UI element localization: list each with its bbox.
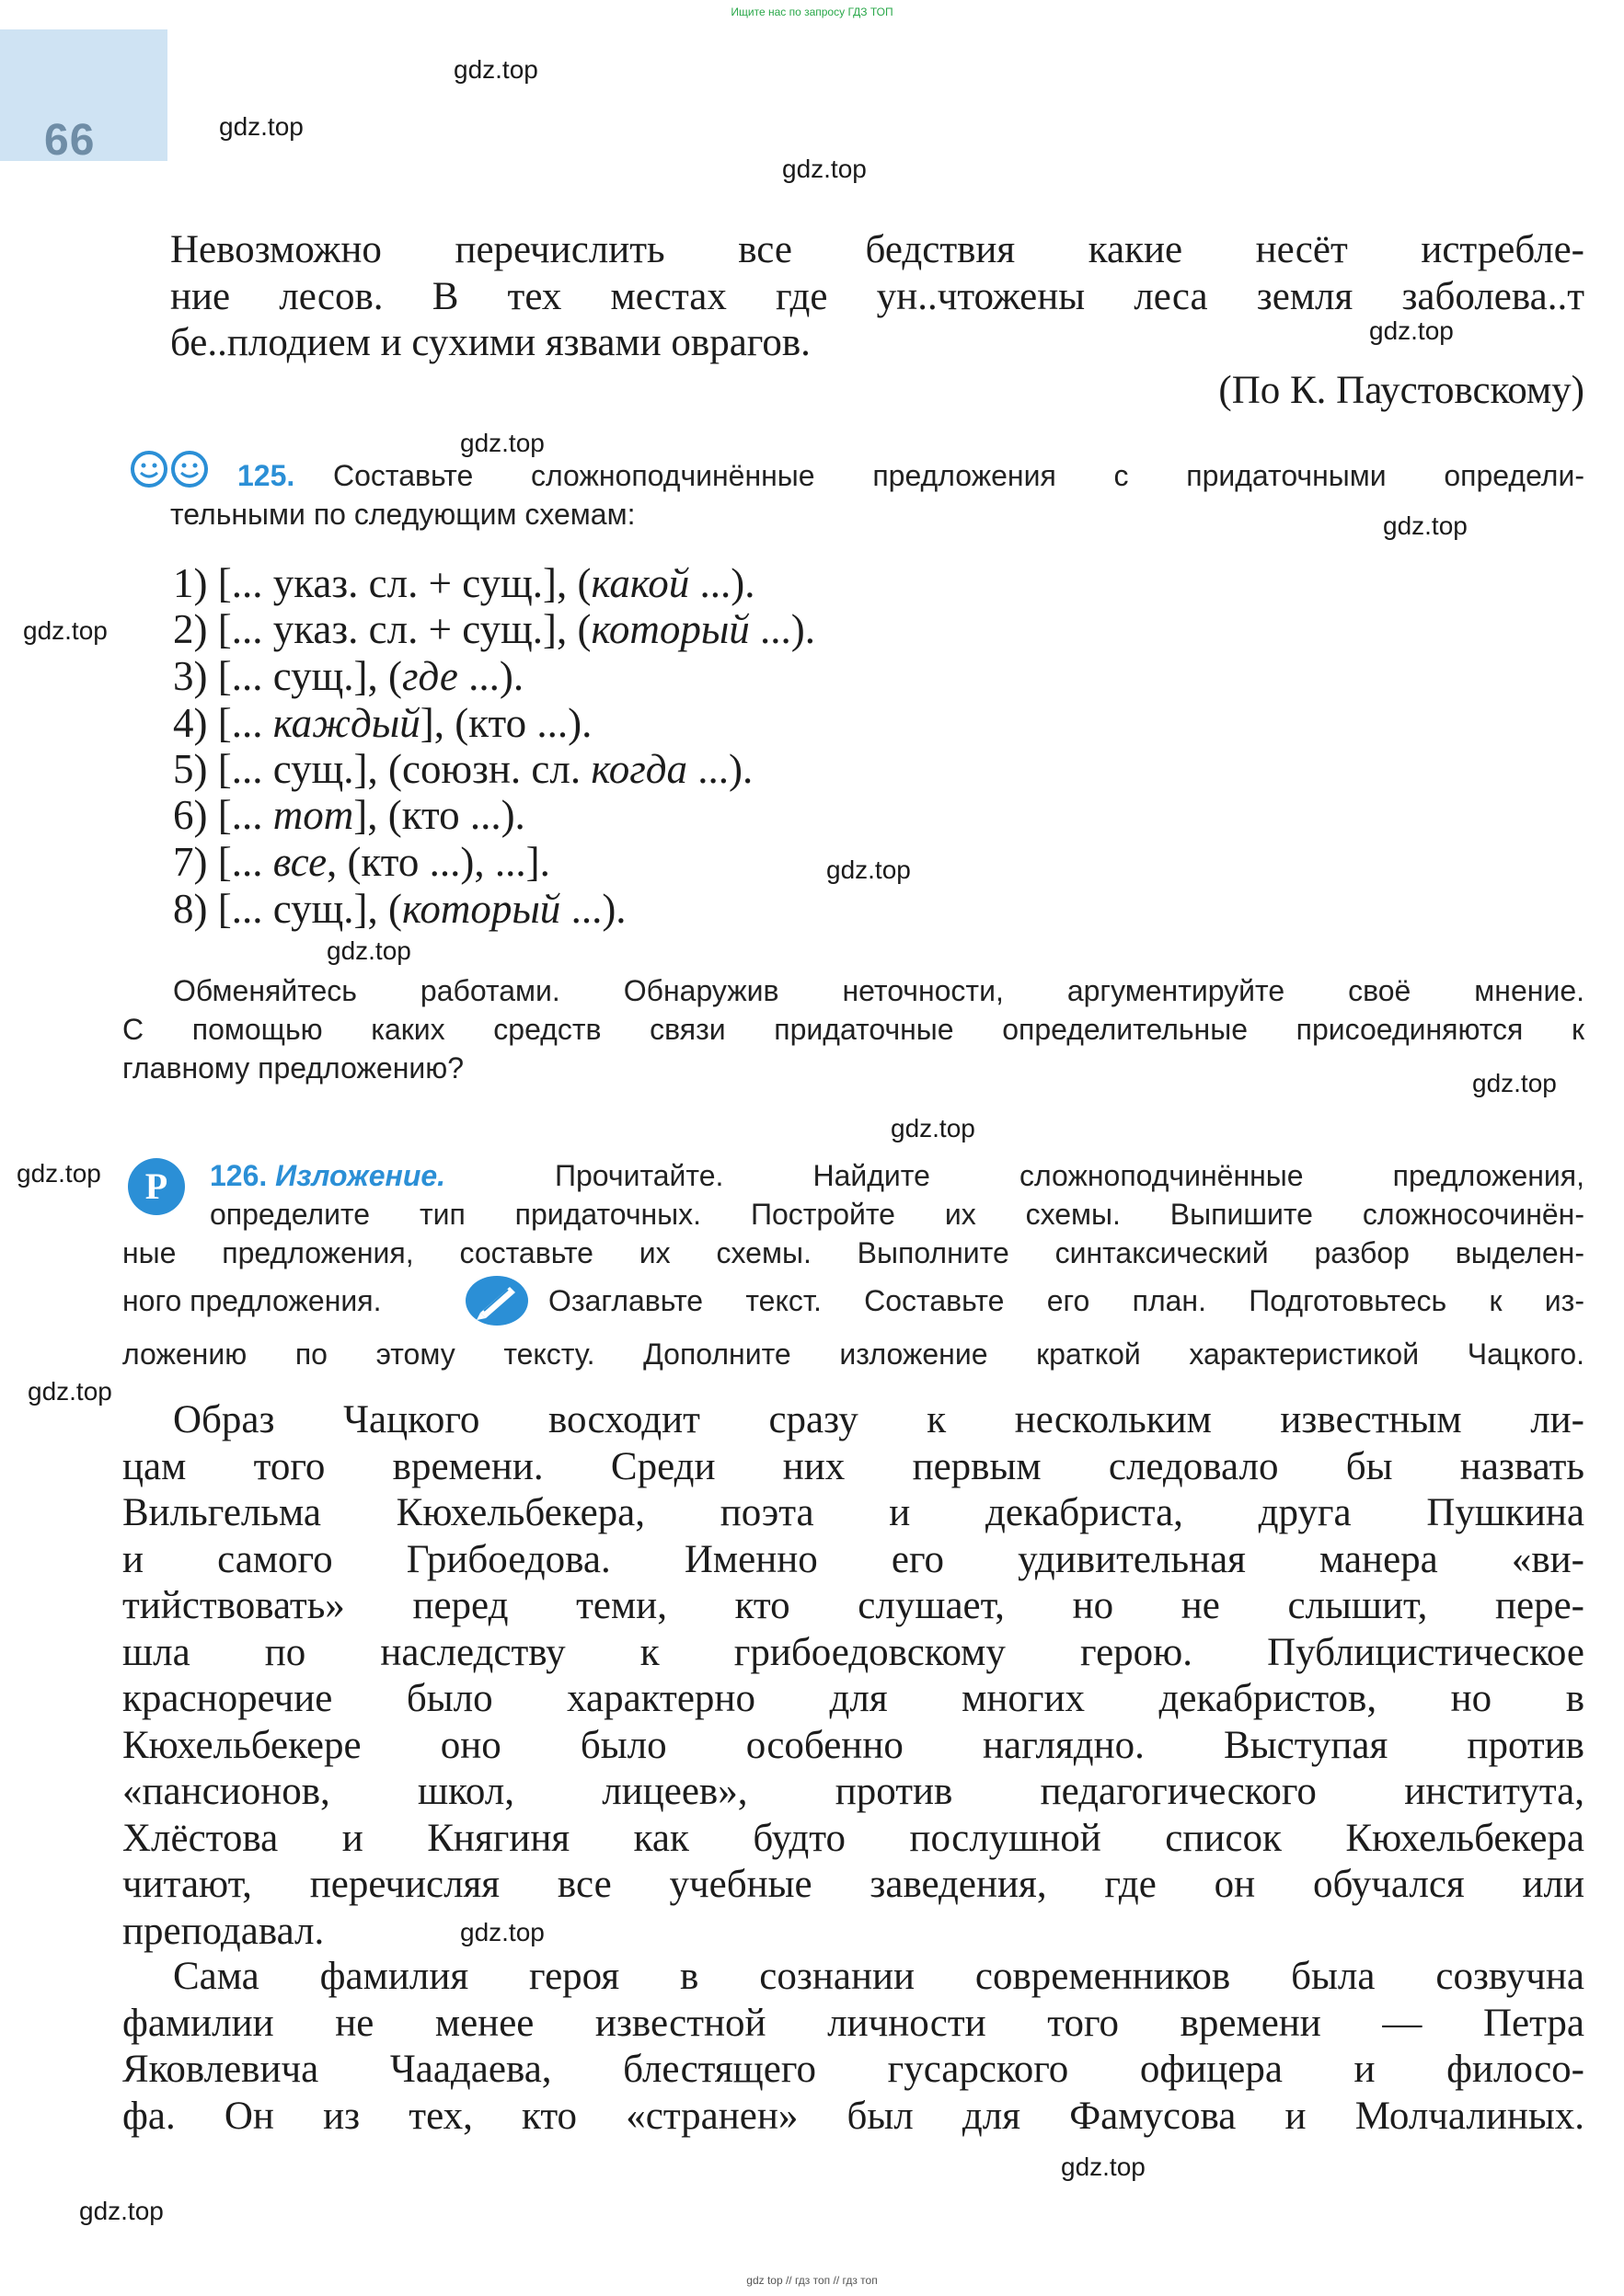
text-line: красноречие было характерно для многих декабристов, но в [122, 1677, 1584, 1720]
exercise-125-followup [173, 971, 1584, 1010]
scheme-text: ...). [687, 746, 754, 792]
scheme-keyword: когда [591, 746, 688, 792]
exercise-number: 125. [237, 459, 295, 492]
followup-line: С помощью каких средств связи придаточные определительные присоединяются к [122, 1013, 1584, 1046]
watermark: gdz.top [219, 112, 304, 141]
footer-note: gdz top // гдз топ // гдз топ [746, 2274, 878, 2287]
task-line: ложению по этому тексту. Дополните изложение краткой характеристикой Чацкого. [122, 1337, 1584, 1371]
text-line: преподавал. [122, 1909, 325, 1953]
exercise-126-task [555, 1156, 1584, 1195]
exercise-126-heading [210, 1156, 445, 1195]
scheme-text: ], (кто ...). [420, 700, 593, 746]
exercise-126-task-cont [210, 1195, 1584, 1234]
main-text-paragraph-1 [122, 1397, 1584, 1955]
exercise-125-task [333, 456, 1584, 495]
text-line: шла по наследству к грибоедовскому герою. Публицистическое [122, 1630, 1584, 1674]
exercise-title: Изложение. [275, 1159, 446, 1192]
scheme-text: [... указ. сл. + сущ.], ( [217, 606, 592, 652]
scheme-keyword: который [402, 886, 561, 932]
followup-line: главному предложению? [122, 1051, 465, 1085]
scheme-item [173, 745, 753, 793]
scheme-text: ...). [749, 606, 816, 652]
scheme-number: 5) [173, 746, 208, 792]
text-line: Яковлевича Чаадаева, блестящего гусарского офицера и филосо- [122, 2048, 1584, 2091]
text-line: Кюхельбекере оно было особенно наглядно. Выступая против [122, 1723, 1584, 1767]
text-line: и самого Грибоедова. Именно его удивительная манера «ви- [122, 1537, 1584, 1581]
text-line: Образ Чацкого восходит сразу к нескольким известным ли- [173, 1398, 1584, 1441]
scheme-text: ...). [457, 653, 524, 699]
scheme-keyword: все [272, 839, 328, 885]
exercise-125-number [237, 456, 294, 495]
scheme-number: 4) [173, 700, 208, 746]
watermark: gdz.top [327, 936, 411, 965]
scheme-text: [... [217, 700, 273, 746]
task-line: тельными по следующим схемам: [170, 498, 636, 531]
watermark: gdz.top [23, 616, 108, 645]
scheme-text: [... сущ.], (союзн. сл. [217, 746, 592, 792]
exercise-125-task-cont [170, 495, 635, 534]
scheme-text: ...). [689, 560, 755, 606]
intro-text [170, 227, 1584, 367]
scheme-text: ], (кто ...). [353, 792, 525, 838]
scheme-item [173, 605, 815, 653]
text-line: ние лесов. В тех местах где ун..чтожены леса земля заболева..т [170, 274, 1584, 318]
scheme-keyword: где [402, 653, 458, 699]
scheme-keyword: какой [591, 560, 690, 606]
main-text-paragraph-2 [122, 1954, 1584, 2140]
watermark: gdz.top [1061, 2152, 1146, 2181]
exercise-126-task-cont [122, 1234, 1584, 1272]
header-note: Ищите нас по запросу ГДЗ ТОП [731, 6, 893, 18]
task-line: ные предложения, составьте их схемы. Выполните синтаксический разбор выделен- [122, 1236, 1584, 1269]
exercise-126-task-cont [548, 1281, 1584, 1320]
scheme-item [173, 791, 525, 839]
text-line: фамилии не менее известной личности того времени — Петра [122, 2001, 1584, 2045]
pen-icon [464, 1274, 530, 1332]
exercise-126-task-cont [122, 1281, 381, 1320]
scheme-text: , (кто ...), ...]. [327, 839, 550, 885]
scheme-number: 2) [173, 606, 208, 652]
speech-development-badge: Р [128, 1158, 185, 1215]
scheme-number: 7) [173, 839, 208, 885]
text-line: Невозможно перечислить все бедствия какие несёт истребле- [170, 228, 1584, 271]
exercise-125-followup-cont [122, 1010, 1584, 1087]
scheme-text: [... сущ.], ( [217, 886, 402, 932]
pair-work-icon [129, 449, 215, 494]
watermark: gdz.top [891, 1114, 975, 1142]
scheme-item [173, 559, 755, 607]
exercise-126-task-cont [122, 1335, 1584, 1373]
scheme-keyword: который [591, 606, 750, 652]
scheme-item [173, 699, 592, 747]
text-line: читают, перечисляя все учебные заведения, где он обучался или [122, 1863, 1584, 1906]
watermark: gdz.top [454, 55, 538, 84]
page-number: 66 [44, 116, 96, 165]
scheme-item [173, 652, 524, 700]
scheme-text: [... сущ.], ( [217, 653, 402, 699]
watermark: gdz.top [460, 1918, 545, 1946]
watermark: gdz.top [1369, 316, 1454, 345]
scheme-text: [... [217, 839, 273, 885]
watermark: gdz.top [28, 1377, 112, 1406]
scheme-number: 8) [173, 886, 208, 932]
scheme-item [173, 838, 550, 886]
scheme-item [173, 885, 627, 933]
scheme-number: 3) [173, 653, 208, 699]
watermark: gdz.top [782, 155, 867, 183]
scheme-text: [... указ. сл. + сущ.], ( [217, 560, 592, 606]
intro-attribution: (По К. Паустовскому) [1218, 369, 1584, 412]
task-line: Озаглавьте текст. Составьте его план. Подготовьтесь к из- [548, 1284, 1584, 1317]
text-line: фа. Он из тех, кто «странен» был для Фамусова и Молчалиных. [122, 2094, 1584, 2138]
text-line: «пансионов, школ, лицеев», против педагогического института, [122, 1770, 1584, 1813]
scheme-text: [... [217, 792, 273, 838]
scheme-number: 1) [173, 560, 208, 606]
watermark: gdz.top [1383, 511, 1468, 540]
task-line: Прочитайте. Найдите сложноподчинённые предложения, [555, 1159, 1584, 1192]
scheme-keyword: каждый [272, 700, 420, 746]
text-line: бе..плодием и сухими язвами оврагов. [170, 321, 811, 364]
text-line: Сама фамилия героя в сознании современников была созвучна [173, 1955, 1584, 1998]
scheme-text: ...). [560, 886, 627, 932]
scheme-number: 6) [173, 792, 208, 838]
text-line: Хлёстова и Княгиня как будто послушной список Кюхельбекера [122, 1816, 1584, 1860]
text-line: цам того времени. Среди них первым следовало бы назвать [122, 1444, 1584, 1488]
exercise-number: 126. [210, 1159, 268, 1192]
text-line: тийствовать» перед теми, кто слушает, но не слышит, пере- [122, 1584, 1584, 1627]
task-line: ного предложения. [122, 1284, 382, 1317]
watermark: gdz.top [826, 855, 911, 884]
watermark: gdz.top [17, 1159, 101, 1188]
watermark: gdz.top [79, 2197, 164, 2225]
watermark: gdz.top [460, 429, 545, 457]
task-line: Составьте сложноподчинённые предложения с придаточными определи- [333, 459, 1584, 492]
watermark: gdz.top [1472, 1069, 1557, 1097]
scheme-keyword: тот [272, 792, 354, 838]
text-line: Вильгельма Кюхельбекера, поэта и декабриста, друга Пушкина [122, 1491, 1584, 1534]
task-line: определите тип придаточных. Постройте их схемы. Выпишите сложносочинён- [210, 1198, 1584, 1231]
followup-line: Обменяйтесь работами. Обнаружив неточности, аргументируйте своё мнение. [173, 974, 1584, 1007]
